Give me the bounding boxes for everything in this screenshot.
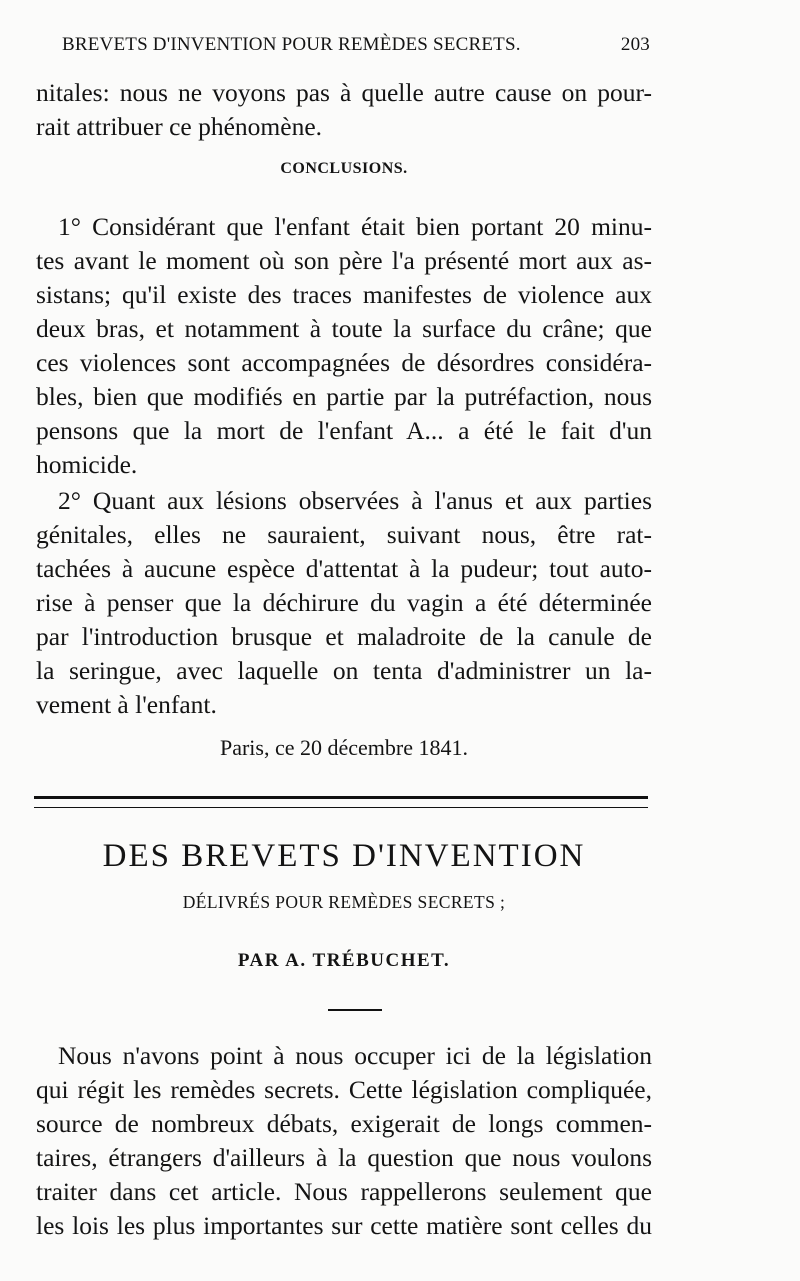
opening-paragraph: [36, 76, 652, 144]
byline-rule: [328, 1009, 382, 1011]
author-byline: PAR A. TRÉBUCHET.: [237, 950, 451, 971]
conclusion-2-paragraph: [36, 484, 652, 722]
text-line: 2° Quant aux lésions observées à l'anus et aux parties: [58, 486, 652, 515]
text-line: qui régit les remèdes secrets. Cette législation compliquée,: [36, 1075, 652, 1104]
text-line: source de nombreux débats, exigerait de longs commen-: [36, 1109, 652, 1138]
section-divider: [34, 796, 648, 808]
text-line: la seringue, avec laquelle on tenta d'administrer un la-: [36, 656, 652, 685]
text-line: 1° Considérant que l'enfant était bien portant 20 minu-: [58, 212, 652, 241]
section-heading: CONCLUSIONS.: [280, 160, 408, 177]
article-subtitle: DÉLIVRÉS POUR REMÈDES SECRETS ;: [182, 892, 506, 912]
text-line: deux bras, et notamment à toute la surface du crâne; que: [36, 314, 652, 343]
text-line: par l'introduction brusque et maladroite de la canule de: [36, 622, 652, 651]
text-line: rait attribuer ce phénomène.: [36, 112, 323, 141]
text-line: nitales: nous ne voyons pas à quelle autre cause on pour-: [36, 78, 652, 107]
text-line: homicide.: [36, 450, 138, 479]
running-title: BREVETS D'INVENTION POUR REMÈDES SECRETS.: [62, 34, 521, 55]
text-line: tachées à aucune espèce d'attentat à la pudeur; tout auto-: [36, 554, 652, 583]
text-line: Nous n'avons point à nous occuper ici de la législation: [58, 1041, 652, 1070]
page-number: 203: [620, 34, 650, 55]
text-line: rise à penser que la déchirure du vagin a été déterminée: [36, 588, 652, 617]
text-line: ces violences sont accompagnées de désordres considéra-: [36, 348, 652, 377]
text-line: traiter dans cet article. Nous rappellerons seulement que: [36, 1177, 652, 1206]
running-header: [62, 34, 650, 56]
text-line: pensons que la mort de l'enfant A... a été le fait d'un: [36, 416, 652, 445]
article-body-paragraph: [36, 1039, 652, 1243]
text-line: les lois les plus importantes sur cette matière sont celles du: [36, 1211, 652, 1240]
text-line: tes avant le moment où son père l'a présenté mort aux as-: [36, 246, 652, 275]
text-line: bles, bien que modifiés en partie par la putréfaction, nous: [36, 382, 652, 411]
dateline: Paris, ce 20 décembre 1841.: [219, 735, 469, 760]
text-line: taires, étrangers d'ailleurs à la question que nous voulons: [36, 1143, 652, 1172]
text-line: sistans; qu'il existe des traces manifestes de violence aux: [36, 280, 652, 309]
text-line: génitales, elles ne sauraient, suivant nous, être rat-: [36, 520, 652, 549]
text-line: vement à l'enfant.: [36, 690, 217, 719]
conclusion-1-paragraph: [36, 210, 652, 482]
article-title: DES BREVETS D'INVENTION: [102, 838, 586, 874]
